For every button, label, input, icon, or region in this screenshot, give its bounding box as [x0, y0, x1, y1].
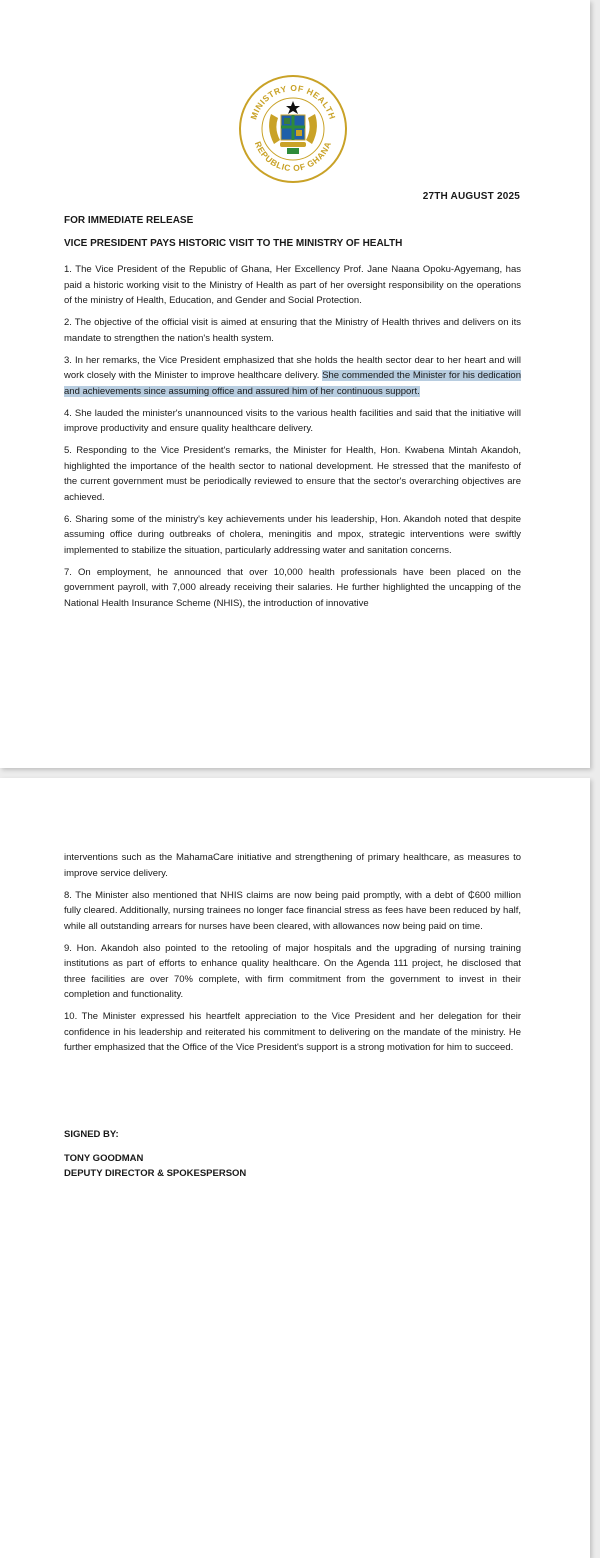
paragraph-4: 4. She lauded the minister's unannounced visits to the various health facilities and said that the initiative will improve productivity and ensure quality healthcare delivery. — [64, 407, 521, 434]
body-text — [64, 262, 521, 618]
selected-text[interactable]: She commended the Minister for his dedication and achievements since assuming office and assured him of her continuous support. — [64, 370, 521, 397]
paragraph-3-lead: 3. In her remarks, the Vice President emphasized that she holds the health sector dear to her heart and will work closely with the Minister to improve healthcare delivery. — [64, 354, 521, 381]
paragraph-6: 6. Sharing some of the ministry's key achievements under his leadership, Hon. Akandoh noted that despite assuming office during outbreaks of cholera, meningitis and mpox, strategic interventions were swiftly implemented to stabilize the situation, particularly addressing water and sanitation concerns. — [64, 513, 521, 556]
ministry-of-health-seal — [238, 74, 348, 184]
document-page-1 — [0, 0, 590, 768]
signatory-name: TONY GOODMAN — [64, 1153, 144, 1164]
paragraph-8: 8. The Minister also mentioned that NHIS claims are now being paid promptly, with a debt of ₵600 million fully cleared. Additionally, nursing trainees no longer face financial stress as fees have been reduced by half, while all outstanding arrears for nurses have been cleared, with allowances now being paid on time. — [64, 889, 521, 932]
signed-by-label: SIGNED BY: — [64, 1129, 119, 1140]
paragraph-2: 2. The objective of the official visit is aimed at ensuring that the Ministry of Health thrives and delivers on its mandate to strengthen the nation's health system. — [64, 317, 521, 344]
paragraph-7-continued: interventions such as the MahamaCare initiative and strengthening of primary healthcare, as measures to improve service delivery. — [64, 852, 521, 879]
paragraph-1: 1. The Vice President of the Republic of Ghana, Her Excellency Prof. Jane Naana Opoku-Agyemang, has paid a historic working visit to the Ministry of Health as part of her oversight responsibility on the operations of the ministry of Health, Education, and Gender and Social Protection. — [64, 264, 521, 306]
paragraph-9: 9. Hon. Akandoh also pointed to the retooling of major hospitals and the upgrading of nursing training institutions as part of efforts to enhance quality healthcare. On the Agenda 111 project, he disclosed that three facilities are over 70% complete, with firm commitment from the government to invest in their completion and functionality. — [64, 942, 521, 1000]
signatory-title: DEPUTY DIRECTOR & SPOKESPERSON — [64, 1168, 247, 1179]
body-text-continued — [64, 850, 521, 1062]
headline: VICE PRESIDENT PAYS HISTORIC VISIT TO THE MINISTRY OF HEALTH — [64, 238, 403, 249]
svg-text:MINISTRY OF HEALTH: MINISTRY OF HEALTH — [248, 82, 338, 121]
paragraph-5: 5. Responding to the Vice President's remarks, the Minister for Health, Hon. Kwabena Mintah Akandoh, highlighted the importance of the health sector to national development. He stressed that the manifesto of the current government must be periodically reviewed to ensure that the sector's overarching objectives are achieved. — [64, 445, 521, 503]
release-date: 27TH AUGUST 2025 — [422, 191, 520, 202]
svg-text:REPUBLIC OF GHANA: REPUBLIC OF GHANA — [252, 139, 334, 174]
paragraph-10: 10. The Minister expressed his heartfelt appreciation to the Vice President and her delegation for their confidence in his leadership and reiterated his commitment to delivering on the mandate of the ministry. He further emphasized that the Office of the Vice President's support is a strong motivation for him to succeed. — [64, 1011, 521, 1053]
document-page-2 — [0, 778, 590, 1558]
release-label: FOR IMMEDIATE RELEASE — [64, 215, 194, 226]
paragraph-3 — [64, 353, 521, 400]
paragraph-7-start: 7. On employment, he announced that over 10,000 health professionals have been placed on the government payroll, with 7,000 already receiving their salaries. He further highlighted the uncapping of the National Health Insurance Scheme (NHIS), the introduction of innovative — [64, 566, 521, 609]
signatory — [64, 1151, 246, 1181]
